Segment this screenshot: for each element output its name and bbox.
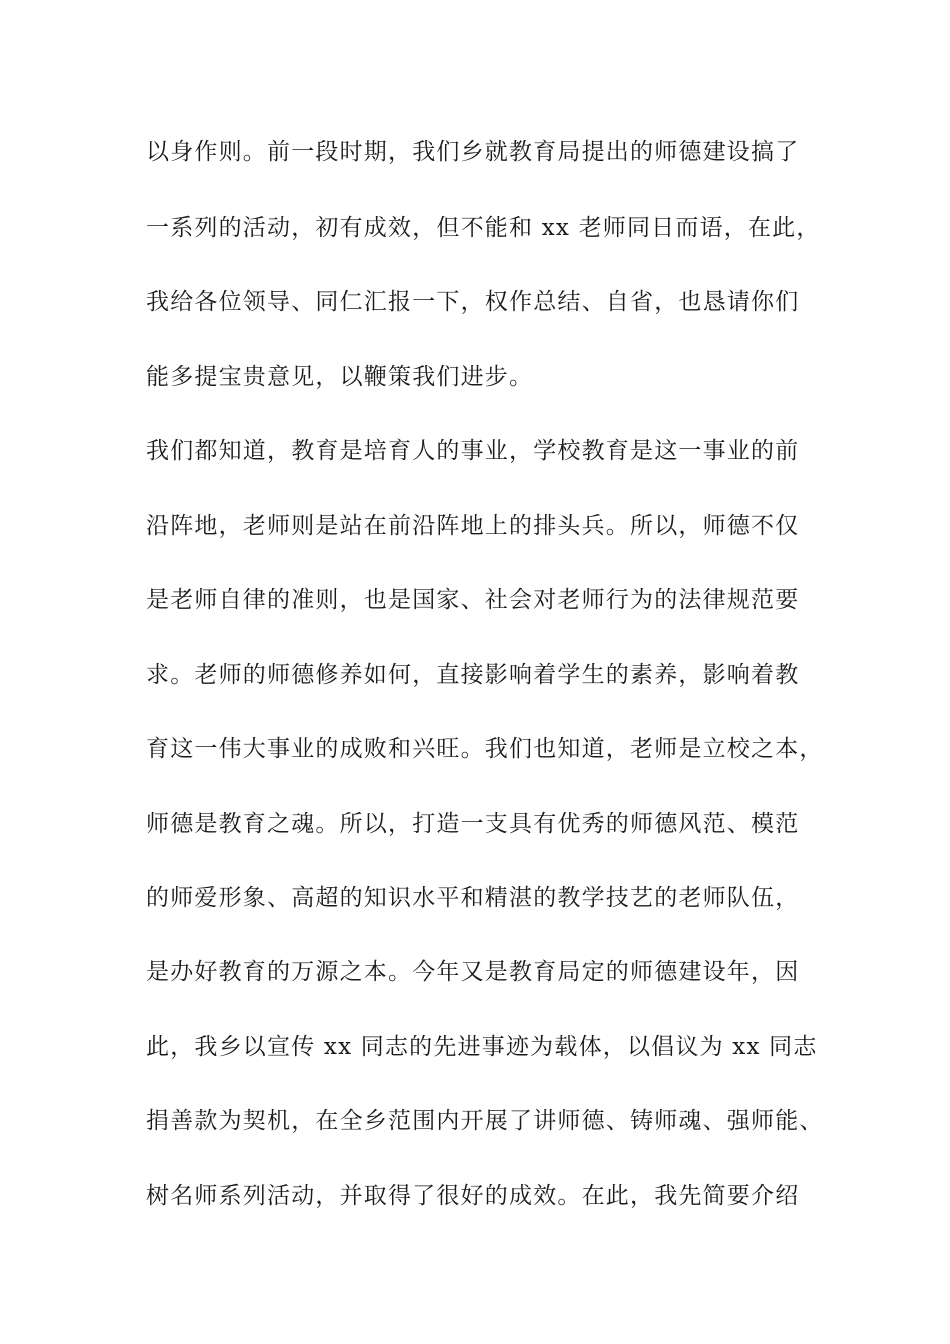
text-line: 此，我乡以宣传 xx 同志的先进事迹为载体，以倡议为 xx 同志 [146, 1034, 818, 1060]
text-line: 捐善款为契机，在全乡范围内开展了讲师德、铸师魂、强师能、 [146, 1108, 824, 1134]
text-line: 我们都知道，教育是培育人的事业，学校教育是这一事业的前 [146, 438, 800, 464]
text-line: 是办好教育的万源之本。今年又是教育局定的师德建设年，因 [146, 959, 800, 985]
text-line: 的师爱形象、高超的知识水平和精湛的教学技艺的老师队伍， [146, 885, 800, 911]
text-line: 树名师系列活动，并取得了很好的成效。在此，我先简要介绍 [146, 1183, 800, 1209]
text-line: 师德是教育之魂。所以，打造一支具有优秀的师德风范、模范 [146, 811, 800, 837]
text-line: 育这一伟大事业的成败和兴旺。我们也知道，老师是立校之本， [146, 736, 824, 762]
text-line: 以身作则。前一段时期，我们乡就教育局提出的师德建设搞了 [146, 139, 800, 165]
text-line: 沿阵地，老师则是站在前沿阵地上的排头兵。所以，师德不仅 [146, 513, 800, 539]
text-line: 是老师自律的准则，也是国家、社会对老师行为的法律规范要 [146, 587, 800, 613]
text-line: 我给各位领导、同仁汇报一下，权作总结、自省，也恳请你们 [146, 289, 800, 315]
text-line: 能多提宝贵意见，以鞭策我们进步。 [146, 364, 534, 390]
text-line: 求。老师的师德修养如何，直接影响着学生的素养，影响着教 [146, 662, 800, 688]
text-line: 一系列的活动，初有成效，但不能和 xx 老师同日而语，在此， [146, 215, 821, 241]
